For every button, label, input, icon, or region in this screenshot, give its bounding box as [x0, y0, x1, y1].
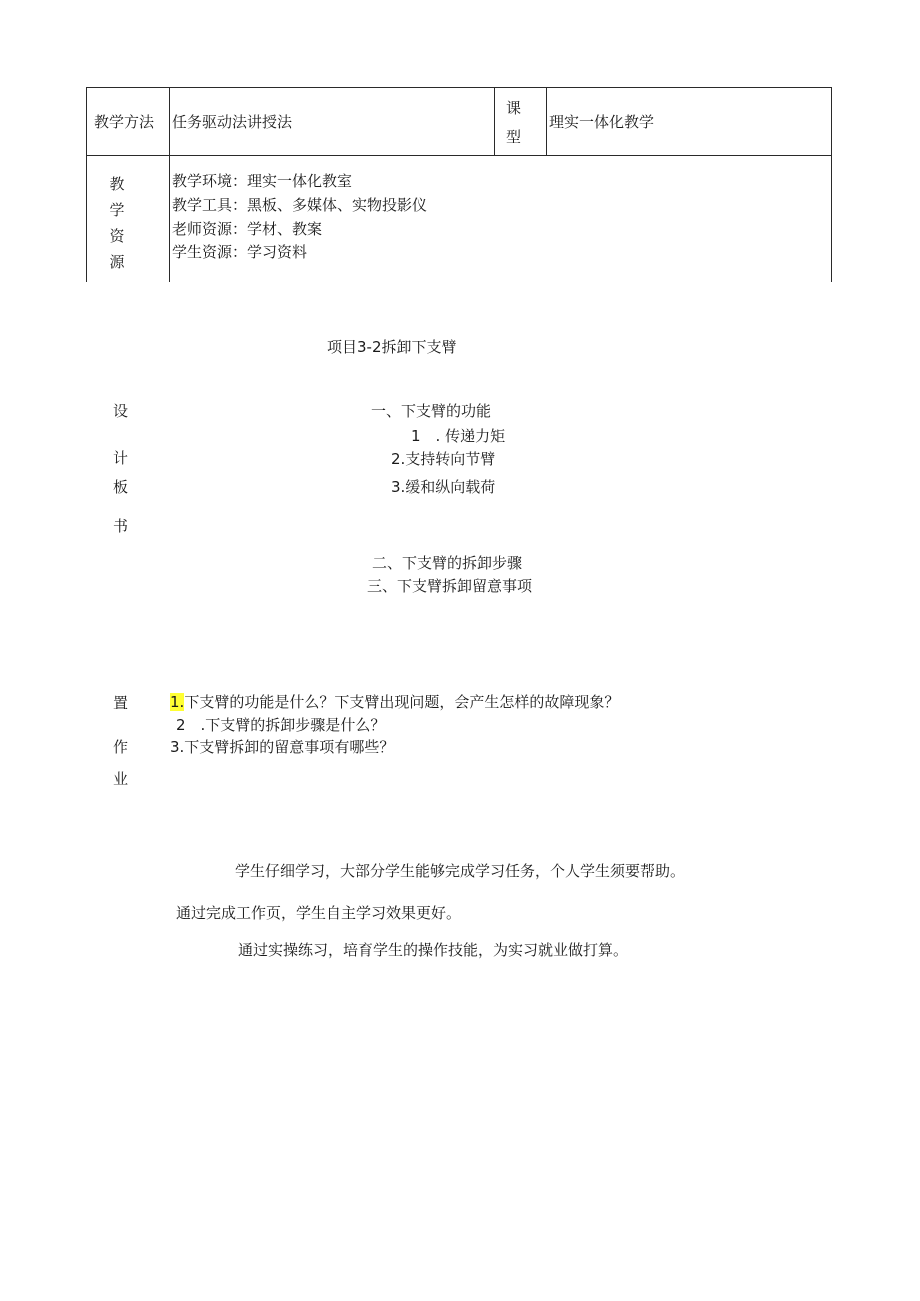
teaching-method-value: 任务驱动法讲授法 — [172, 113, 293, 131]
board-item-load: 3.缓和纵向载荷 — [391, 478, 496, 496]
resource-line-teacher: 老师资源：学材、教案 — [172, 220, 323, 238]
lesson-type-value: 理实一体化教学 — [549, 113, 655, 131]
table-col-divider-3 — [546, 87, 547, 156]
table-col-divider-2 — [494, 87, 495, 156]
table-col-divider — [169, 87, 170, 282]
resource-label-char: 教 — [109, 175, 125, 193]
resource-line-tools: 教学工具：黑板、多媒体、实物投影仪 — [172, 196, 428, 214]
lesson-type-label-bottom: 型 — [506, 128, 522, 146]
table-right-border — [831, 87, 832, 282]
board-item-knuckle: 2.支持转向节臂 — [391, 450, 496, 468]
resource-label-char: 源 — [109, 253, 125, 271]
project-title: 项目3-2拆卸下支臂 — [327, 338, 457, 356]
blackboard-label-char: 设 — [113, 402, 129, 420]
reflection-line-3: 通过实操练习，培育学生的操作技能，为实习就业做打算。 — [238, 941, 629, 959]
resource-label-char: 资 — [109, 227, 125, 245]
question-1-number: 1. — [170, 693, 185, 711]
homework-question-1 — [170, 693, 619, 711]
reflection-line-1: 学生仔细学习，大部分学生能够完成学习任务，个人学生须要帮助。 — [235, 862, 686, 880]
table-top-border — [86, 87, 832, 88]
blackboard-label-char: 书 — [113, 517, 129, 535]
homework-question-2: 2 .下支臂的拆卸步骤是什么？ — [176, 716, 386, 734]
lesson-type-label-top: 课 — [506, 99, 522, 117]
homework-label-char: 作 — [113, 738, 129, 756]
blackboard-label-char: 计 — [113, 449, 129, 467]
board-item-torque: 1 . 传递力矩 — [411, 427, 506, 445]
question-1-text: 下支臂的功能是什么？下支臂出现问题，会产生怎样的故障现象？ — [184, 693, 620, 711]
board-section-notes: 三、下支臂拆卸留意事项 — [367, 577, 533, 595]
teaching-method-label: 教学方法 — [94, 113, 155, 131]
reflection-line-2: 通过完成工作页，学生自主学习效果更好。 — [176, 904, 462, 922]
resource-label-char: 学 — [109, 201, 125, 219]
board-section-functions: 一、下支臂的功能 — [371, 402, 492, 420]
homework-label-char: 业 — [113, 770, 129, 788]
table-row-divider — [86, 155, 832, 156]
teaching-resources-label — [105, 171, 129, 275]
homework-question-3: 3.下支臂拆卸的留意事项有哪些？ — [170, 738, 395, 756]
board-section-steps: 二、下支臂的拆卸步骤 — [372, 554, 523, 572]
table-left-border — [86, 87, 87, 282]
resource-line-environment: 教学环境：理实一体化教室 — [172, 172, 353, 190]
homework-label-char: 置 — [113, 694, 129, 712]
blackboard-label-char: 板 — [113, 478, 129, 496]
resource-line-student: 学生资源：学习资料 — [172, 243, 308, 261]
